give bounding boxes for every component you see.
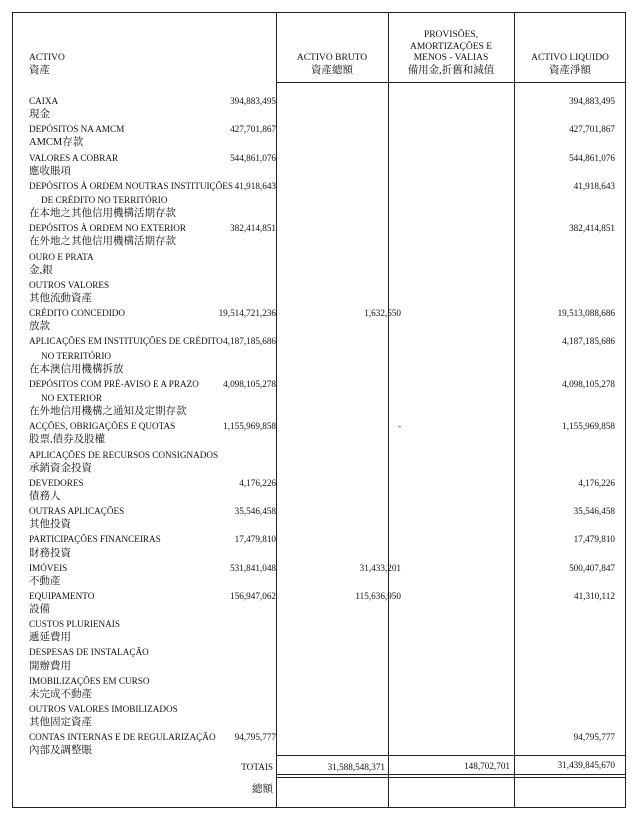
value-activo-bruto: 35,546,458 (234, 506, 276, 517)
row-label-zh: 遞延費用 (29, 632, 71, 644)
row-label-zh: 未完成不動產 (29, 688, 92, 700)
row-label-pt: CRÉDITO CONCEDIDO (29, 308, 126, 319)
value-activo-bruto: 394,883,495 (230, 96, 276, 106)
table-row-line (13, 660, 625, 674)
table-row-line (13, 518, 625, 532)
table-row-line (13, 744, 625, 758)
header-provisoes (388, 13, 514, 82)
value-activo-liquido: 4,098,105,278 (562, 378, 615, 389)
row-label-pt: DEPÓSITOS À ORDEM NOUTRAS INSTITUIÇÕES (29, 180, 234, 191)
header-activo-liquido (514, 13, 626, 82)
table-row-line (13, 235, 625, 249)
value-activo-bruto: 382,414,851 (230, 223, 276, 234)
table-row-line (13, 476, 625, 490)
row-label-zh: 不動產 (29, 575, 61, 587)
table-row-line (13, 702, 625, 716)
row-label-zh: 其他投資 (29, 519, 71, 531)
totals-label-zh: 總額 (252, 784, 273, 795)
table-row-line (13, 433, 625, 447)
table-row-line (13, 165, 625, 179)
row-label-pt: OUTROS VALORES (29, 279, 110, 290)
value-activo-bruto: 94,795,777 (234, 732, 276, 743)
value-activo-bruto: 427,701,867 (230, 124, 276, 135)
table-row-line (13, 716, 625, 730)
row-label-zh: 在外地信用機構之通知及定期存款 (29, 406, 187, 418)
value-activo-bruto: 531,841,048 (230, 562, 276, 573)
header-bruto-zh: 資產總額 (311, 64, 353, 76)
totals-liquido: 31,439,845,670 (557, 760, 615, 770)
header-liquido-zh: 資產淨額 (549, 64, 591, 76)
row-label-pt: OURO E PRATA (29, 251, 94, 262)
row-label-pt: APLICAÇÕES EM INSTITUIÇÕES DE CRÉDITO (29, 336, 223, 347)
value-provisoes: - (397, 421, 401, 432)
row-label-zh: 股票,債券及股權 (29, 434, 106, 446)
table-row-line (13, 292, 625, 306)
row-label-pt: DEPÓSITOS NA AMCM (29, 124, 125, 135)
totals-bruto: 31,588,548,371 (327, 762, 385, 772)
value-activo-bruto: 19,514,721,236 (218, 308, 276, 319)
row-label-zh: 其他固定資產 (29, 717, 92, 729)
value-provisoes: 1,632,550 (364, 308, 401, 319)
totals-bottom-line (276, 777, 625, 778)
row-label-pt: EQUIPAMENTO (29, 590, 95, 601)
row-label-pt: NO TERRITÓRIO (41, 350, 112, 361)
value-provisoes: 115,636,950 (355, 590, 401, 601)
row-label-pt: APLICAÇÕES DE RECURSOS CONSIGNADOS (29, 449, 219, 460)
table-row-line (13, 264, 625, 278)
table-row-line (13, 391, 625, 405)
value-activo-liquido: 382,414,851 (569, 223, 615, 234)
table-row-line (13, 250, 625, 264)
row-label-zh: 金,銀 (29, 264, 53, 276)
header-prov-pt-2: AMORTIZAÇÕES E (409, 41, 493, 52)
row-label-pt: CONTAS INTERNAS E DE REGULARIZAÇÃO (29, 732, 216, 743)
row-label-pt: OUTRAS APLICAÇÕES (29, 506, 125, 517)
row-label-pt: IMÓVEIS (29, 562, 68, 573)
row-label-zh: 債務人 (29, 490, 61, 502)
table-row-line (13, 617, 625, 631)
totals-provisoes: 148,702,701 (464, 761, 510, 771)
value-activo-bruto: 4,176,226 (239, 477, 276, 488)
row-label-pt: CAIXA (29, 96, 59, 106)
row-label-pt: DEPÓSITOS COM PRÉ-AVISO E A PRAZO (29, 378, 199, 389)
table-row-line (13, 462, 625, 476)
row-label-zh: 應收賬項 (29, 165, 71, 177)
value-activo-bruto: 4,187,185,686 (223, 336, 276, 347)
table-row-line (13, 94, 625, 108)
value-activo-bruto: 41,918,643 (234, 180, 276, 191)
value-activo-bruto: 156,947,062 (230, 590, 276, 601)
header-prov-zh: 備用金,折舊和減值 (407, 64, 495, 76)
table-row-line (13, 645, 625, 659)
row-label-zh: 在本地之其他信用機構活期存款 (29, 208, 176, 220)
table-row-line (13, 561, 625, 575)
table-row-line (13, 730, 625, 744)
table-row-line (13, 349, 625, 363)
table-row-line (13, 419, 625, 433)
table-row-line (13, 207, 625, 221)
table-body (13, 94, 625, 759)
value-activo-liquido: 1,155,969,858 (562, 421, 615, 432)
table-row-line (13, 575, 625, 589)
value-provisoes: 31,433,201 (359, 562, 401, 573)
table-row-line (13, 151, 625, 165)
table-row-line (13, 405, 625, 419)
table-row-line (13, 377, 625, 391)
header-bruto-pt: ACTIVO BRUTO (296, 53, 368, 63)
balance-sheet-table (12, 12, 626, 808)
value-activo-liquido: 427,701,867 (569, 124, 615, 135)
table-row-line (13, 193, 625, 207)
table-row-line (13, 278, 625, 292)
row-label-pt: DEPÓSITOS À ORDEM NO EXTERIOR (29, 223, 187, 234)
table-row-line (13, 122, 625, 136)
table-row-line (13, 490, 625, 504)
table-row-line (13, 674, 625, 688)
row-label-pt: NO EXTERIOR (41, 392, 102, 403)
table-row-line (13, 136, 625, 150)
header-prov-pt-3: MENOS - VALIAS (413, 53, 489, 63)
value-activo-liquido: 41,310,112 (573, 590, 615, 601)
table-row-line (13, 221, 625, 235)
table-row-line (13, 179, 625, 193)
value-activo-bruto: 544,861,076 (230, 152, 276, 163)
row-label-zh: 財務投資 (29, 547, 71, 559)
header-activo-zh: 資產 (29, 64, 50, 76)
value-activo-bruto: 17,479,810 (234, 534, 276, 545)
value-activo-liquido: 94,795,777 (573, 732, 615, 743)
row-label-zh: AMCM存款 (29, 137, 84, 149)
row-label-pt: DE CRÉDITO NO TERRITÓRIO (41, 194, 168, 205)
row-label-pt: PARTICIPAÇÕES FINANCEIRAS (29, 534, 161, 545)
header-activo (29, 13, 269, 82)
row-label-zh: 放款 (29, 321, 50, 333)
header-prov-pt-1: PROVISÕES, (423, 30, 479, 40)
value-activo-liquido: 500,407,847 (569, 562, 615, 573)
row-label-zh: 其他流動資產 (29, 292, 92, 304)
table-row-line (13, 306, 625, 320)
row-label-zh: 承銷資金投資 (29, 462, 92, 474)
row-label-pt: IMOBILIZAÇÕES EM CURSO (29, 675, 150, 686)
header-activo-bruto (276, 13, 388, 82)
table-row-line (13, 320, 625, 334)
value-activo-liquido: 19,513,088,686 (557, 308, 615, 319)
row-label-zh: 設備 (29, 604, 50, 616)
value-activo-liquido: 394,883,495 (569, 96, 615, 106)
table-row-line (13, 603, 625, 617)
row-label-zh: 在本澳信用機構拆放 (29, 363, 124, 375)
table-row-line (13, 108, 625, 122)
row-label-pt: ACÇÕES, OBRIGAÇÕES E QUOTAS (29, 421, 176, 432)
value-activo-bruto: 4,098,105,278 (223, 378, 276, 389)
table-row-line (13, 334, 625, 348)
table-row-line (13, 504, 625, 518)
value-activo-liquido: 35,546,458 (573, 506, 615, 517)
totals-label: TOTAIS (241, 762, 273, 772)
value-activo-liquido: 17,479,810 (573, 534, 615, 545)
value-activo-liquido: 41,918,643 (573, 180, 615, 191)
header-activo-pt: ACTIVO (29, 53, 65, 63)
row-label-zh: 在外地之其他信用機構活期存款 (29, 236, 176, 248)
value-activo-liquido: 544,861,076 (569, 152, 615, 163)
table-row-line (13, 532, 625, 546)
row-label-pt: VALORES A COBRAR (29, 152, 119, 163)
row-label-zh: 開辦費用 (29, 660, 71, 672)
table-row-line (13, 688, 625, 702)
row-label-pt: DESPESAS DE INSTALAÇÃO (29, 647, 149, 658)
table-row-line (13, 363, 625, 377)
header-liquido-pt: ACTIVO LIQUIDO (531, 53, 609, 63)
totals-bottom-line (276, 774, 625, 775)
row-label-zh: 現金 (29, 109, 50, 121)
row-label-pt: CUSTOS PLURIENAIS (29, 619, 120, 630)
value-activo-bruto: 1,155,969,858 (223, 421, 276, 432)
row-label-pt: OUTROS VALORES IMOBILIZADOS (29, 704, 178, 715)
row-label-pt: DEVEDORES (29, 477, 84, 488)
table-row-line (13, 631, 625, 645)
value-activo-liquido: 4,176,226 (578, 477, 615, 488)
table-row-line (13, 448, 625, 462)
row-label-zh: 內部及調整賬 (29, 745, 92, 757)
table-row-line (13, 589, 625, 603)
value-activo-liquido: 4,187,185,686 (562, 336, 615, 347)
table-row-line (13, 547, 625, 561)
